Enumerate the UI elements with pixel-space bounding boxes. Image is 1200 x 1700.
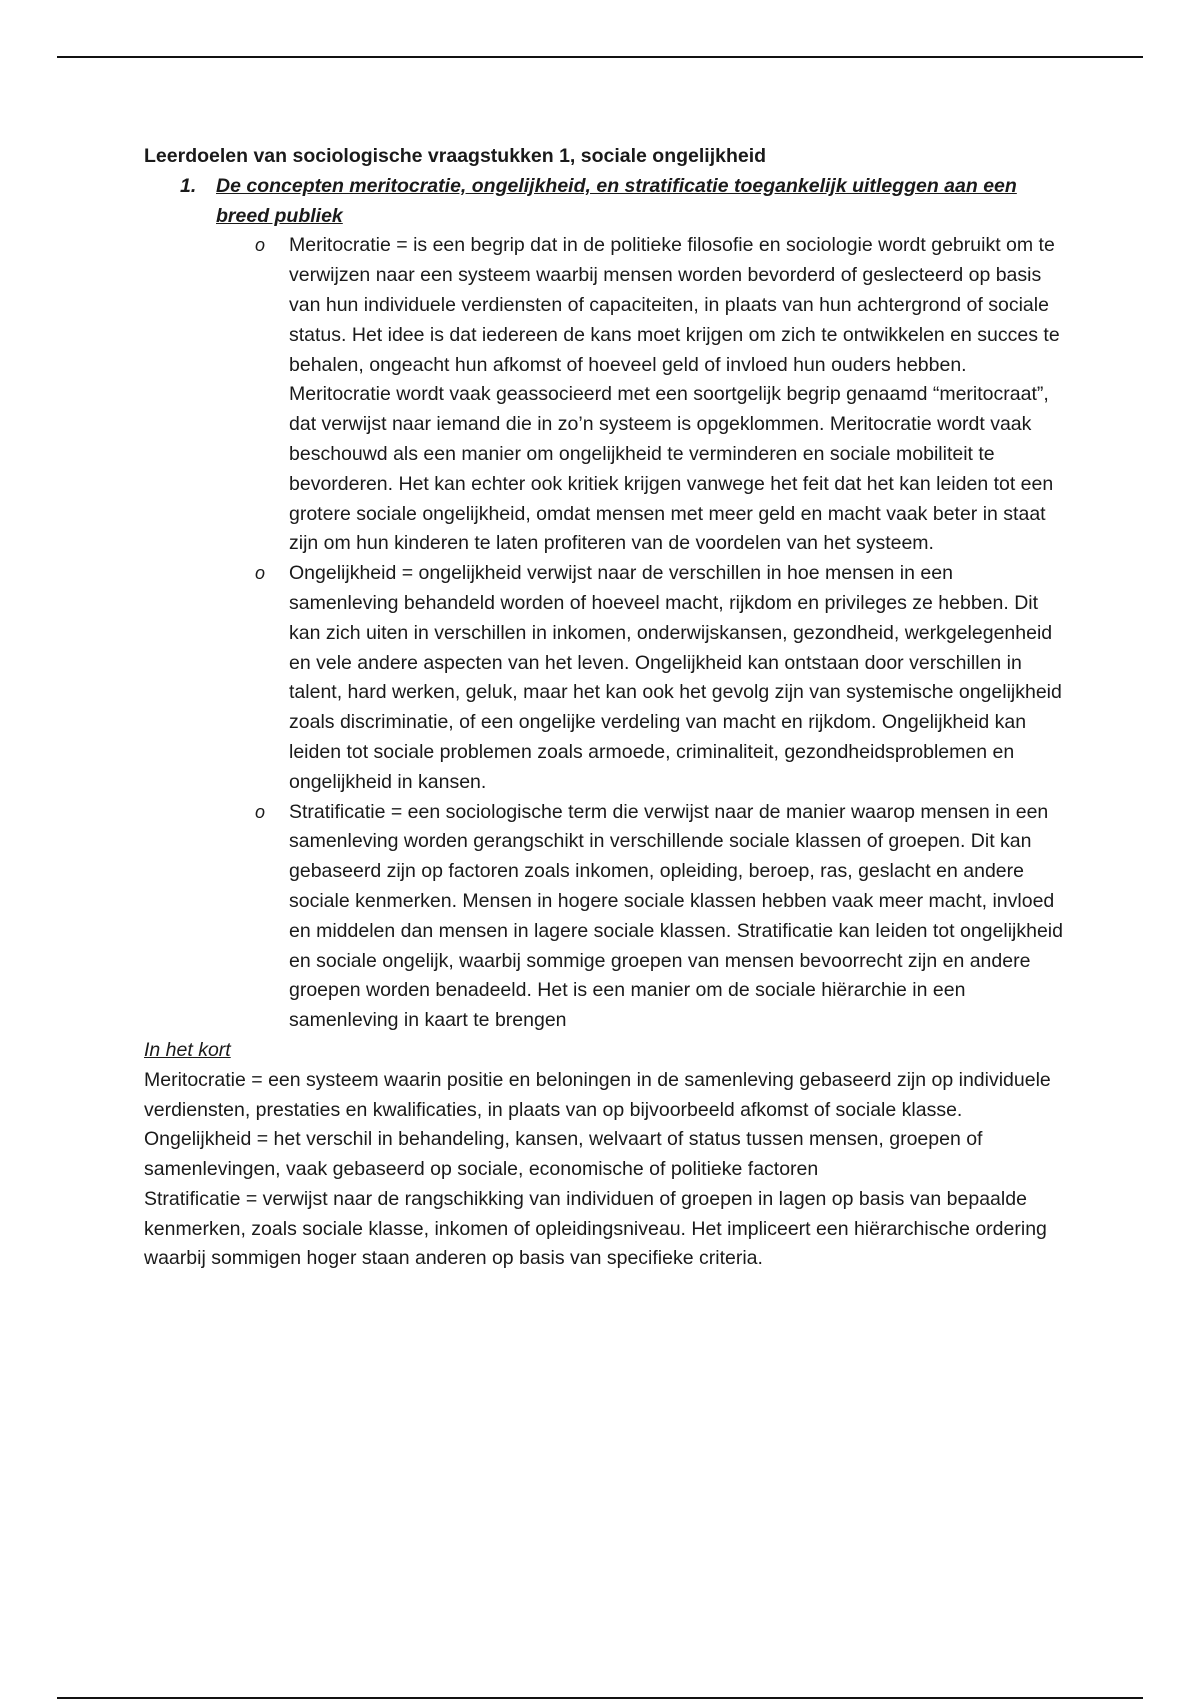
learning-goal-text: De concepten meritocratie, ongelijkheid, en stratificatie toegankelijk uitleggen aan een breed publiek	[216, 174, 1017, 227]
header-rule	[57, 56, 1143, 58]
document-heading: Leerdoelen van sociologische vraagstukken 1, sociale ongelijkheid	[144, 145, 767, 167]
concept-stratificatie	[144, 798, 1064, 1036]
circle-bullet-icon: o	[255, 563, 266, 584]
summary-title: In het kort	[144, 1038, 231, 1061]
footer-rule	[57, 1697, 1143, 1699]
summary-ongelijkheid: Ongelijkheid = het verschil in behandeling, kansen, welvaart of status tussen mensen, groepen of samenlevingen, vaak gebaseerd op sociale, economische of politieke factoren	[144, 1128, 983, 1181]
learning-goal-number: 1.	[180, 174, 197, 197]
concept-text: Ongelijkheid = ongelijkheid verwijst naar de verschillen in hoe mensen in een samenleving behandeld worden of hoeveel macht, rijkdom en privileges ze hebben. Dit kan zich uiten in verschillen in inkomen, onderwijskansen, gezondheid, werkgelegenheid en vele andere aspecten van het leven. Ongelijkheid kan ontstaan door verschillen in talent, hard werken, geluk, maar het kan ook het gevolg zijn van systemische ongelijkheid zoals discriminatie, of een ongelijke verdeling van macht en rijkdom. Ongelijkheid kan leiden tot sociale problemen zoals armoede, criminaliteit, gezondheidsproblemen en ongelijkheid in kansen.	[289, 562, 1062, 793]
summary-meritocratie: Meritocratie = een systeem waarin positie en beloningen in de samenleving gebaseerd zijn op individuele verdiensten, prestaties en kwalificaties, in plaats van op bijvoorbeeld afkomst of sociale klasse.	[144, 1068, 1051, 1121]
concept-meritocratie	[144, 231, 1064, 559]
concept-list	[144, 231, 1064, 1036]
concept-text: Meritocratie = is een begrip dat in de politieke filosofie en sociologie wordt gebruikt om te verwijzen naar een systeem waarbij mensen worden bevorderd of geslecteerd op basis van hun individuele verdiensten of capaciteiten, in plaats van hun achtergrond of sociale status. Het idee is dat iedereen de kans moet krijgen om zich te ontwikkelen en succes te behalen, ongeacht hun afkomst of hoeveel geld of invloed hun ouders hebben. Meritocratie wordt vaak geassocieerd met een soortgelijk begrip genaamd “meritocraat”, dat verwijst naar iemand die in zo’n systeem is opgeklommen. Meritocratie wordt vaak beschouwd als een manier om ongelijkheid te verminderen en sociale mobiliteit te bevorderen. Het kan echter ook kritiek krijgen vanwege het feit dat het kan leiden tot een grotere sociale ongelijkheid, omdat mensen met meer geld en macht vaak beter in staat zijn om hun kinderen te laten profiteren van de voordelen van het systeem.	[289, 234, 1060, 555]
learning-goal-item	[144, 172, 1064, 232]
circle-bullet-icon: o	[255, 801, 266, 822]
concept-text: Stratificatie = een sociologische term die verwijst naar de manier waarop mensen in een samenleving worden gerangschikt in verschillende sociale klassen of groepen. Dit kan gebaseerd zijn op factoren zoals inkomen, opleiding, beroep, ras, geslacht en andere sociale kenmerken. Mensen in hogere sociale klassen hebben vaak meer macht, invloed en middelen dan mensen in lagere sociale klassen. Stratificatie kan leiden tot ongelijkheid en sociale ongelijk, waarbij sommige groepen van mensen bevoorrecht zijn en andere groepen worden benadeeld. Het is een manier om de sociale hiërarchie in een samenleving in kaart te brengen	[289, 800, 1063, 1032]
document-body	[144, 142, 1064, 1274]
circle-bullet-icon: o	[255, 235, 266, 256]
concept-ongelijkheid	[144, 559, 1064, 797]
summary-stratificatie: Stratificatie = verwijst naar de rangschikking van individuen of groepen in lagen op basis van bepaalde kenmerken, zoals sociale klasse, inkomen of opleidingsniveau. Het impliceert een hiërarchische ordering waarbij sommigen hoger staan anderen op basis van specifieke criteria.	[144, 1187, 1047, 1270]
